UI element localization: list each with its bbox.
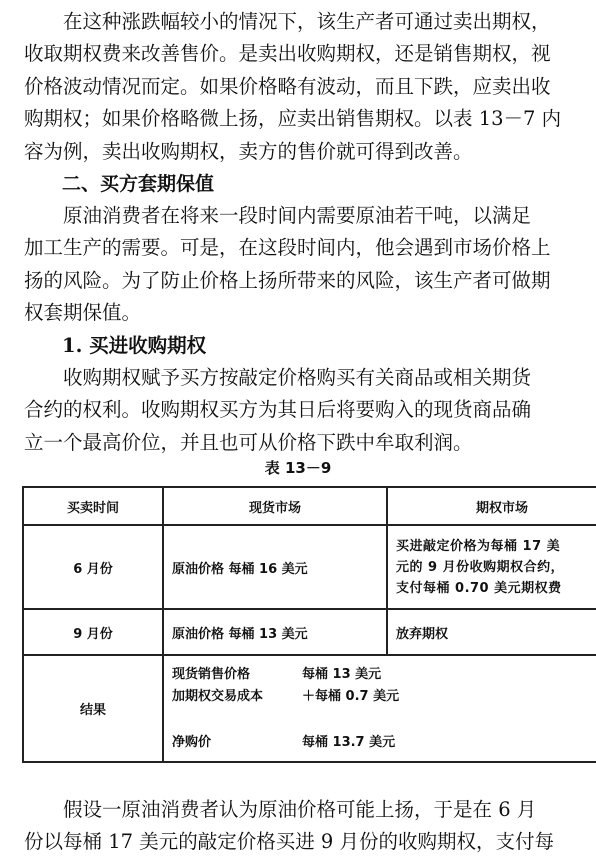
text-line: 合约的权利。收购期权买方为其日后将要购入的现货商品确 <box>24 398 532 422</box>
result-label: 现货销售价格 <box>172 666 251 682</box>
result-line-spot-price <box>172 663 381 682</box>
paragraph-call-option-definition <box>24 362 580 459</box>
section-heading-buyer-hedging: 二、买方套期保值 <box>62 173 215 195</box>
text-line: 加工生产的需要。可是，在这段时间内，他会遇到市场价格上 <box>24 236 551 260</box>
text-line: 扬的风险。为了防止价格上扬所带来的风险，该生产者可做期 <box>24 268 551 292</box>
result-line-net-price <box>172 731 395 750</box>
cell-june-spot: 原油价格 每桶 16 美元 <box>163 525 387 609</box>
text-line: 在这种涨跌幅较小的情况下，该生产者可通过卖出期权， <box>63 10 551 33</box>
paragraph-option-selling <box>24 6 580 168</box>
paragraph-consumer-risk <box>24 200 580 330</box>
option-text-line: 支付每桶 0.70 美元期权费 <box>396 580 562 596</box>
table-row <box>23 525 596 609</box>
text-line: 立一个最高价位，并且也可从价格下跌中牟取利润。 <box>24 430 473 454</box>
text-line: 份以每桶 17 美元的敲定价格买进 9 月份的收购期权，支付每 <box>24 830 555 854</box>
table-row <box>23 609 596 655</box>
result-label: 净购价 <box>172 734 212 750</box>
header-trade-time: 买卖时间 <box>23 487 163 525</box>
cell-september-option: 放弃期权 <box>387 609 596 655</box>
table-header-row <box>23 487 596 525</box>
hedging-table <box>22 486 596 763</box>
header-spot-market: 现货市场 <box>163 487 387 525</box>
cell-result-detail <box>163 655 596 762</box>
text-line: 收购期权赋予买方按敲定价格购买有关商品或相关期货 <box>63 366 532 389</box>
paragraph-example-scenario <box>24 794 580 859</box>
subheading-buy-call-option: 1. 买进收购期权 <box>62 334 207 357</box>
option-text-line: 买进敲定价格为每桶 17 美 <box>396 538 561 554</box>
header-option-market: 期权市场 <box>387 487 596 525</box>
result-value: 每桶 13.7 美元 <box>302 734 396 750</box>
table-caption: 表 13－9 <box>264 459 332 477</box>
cell-september-time: 9 月份 <box>23 609 163 655</box>
text-line: 原油消费者在将来一段时间内需要原油若干吨，以满足 <box>63 204 532 227</box>
result-block <box>172 659 596 759</box>
text-line: 权套期保值。 <box>24 301 142 325</box>
result-label: 加期权交易成本 <box>172 688 264 704</box>
cell-result-label: 结果 <box>23 655 163 762</box>
result-value: ＋每桶 0.7 美元 <box>302 688 400 704</box>
table-row <box>23 655 596 762</box>
cell-september-spot: 原油价格 每桶 13 美元 <box>163 609 387 655</box>
result-value: 每桶 13 美元 <box>302 666 382 682</box>
text-line: 收取期权费来改善售价。是卖出收购期权，还是销售期权，视 <box>24 42 551 66</box>
option-text-line: 元的 9 月份收购期权合约， <box>396 559 565 575</box>
text-line: 假设一原油消费者认为原油价格可能上扬，于是在 6 月 <box>63 798 537 821</box>
cell-june-option <box>387 525 596 609</box>
result-line-option-cost <box>172 685 399 704</box>
cell-june-time: 6 月份 <box>23 525 163 609</box>
text-line: 容为例，卖出收购期权，卖方的售价就可得到改善。 <box>24 139 473 163</box>
text-line: 价格波动情况而定。如果价格略有波动，而且下跌，应卖出收 <box>24 74 551 98</box>
text-line: 购期权；如果价格略微上扬，应卖出销售期权。以表 13－7 内 <box>24 107 562 131</box>
